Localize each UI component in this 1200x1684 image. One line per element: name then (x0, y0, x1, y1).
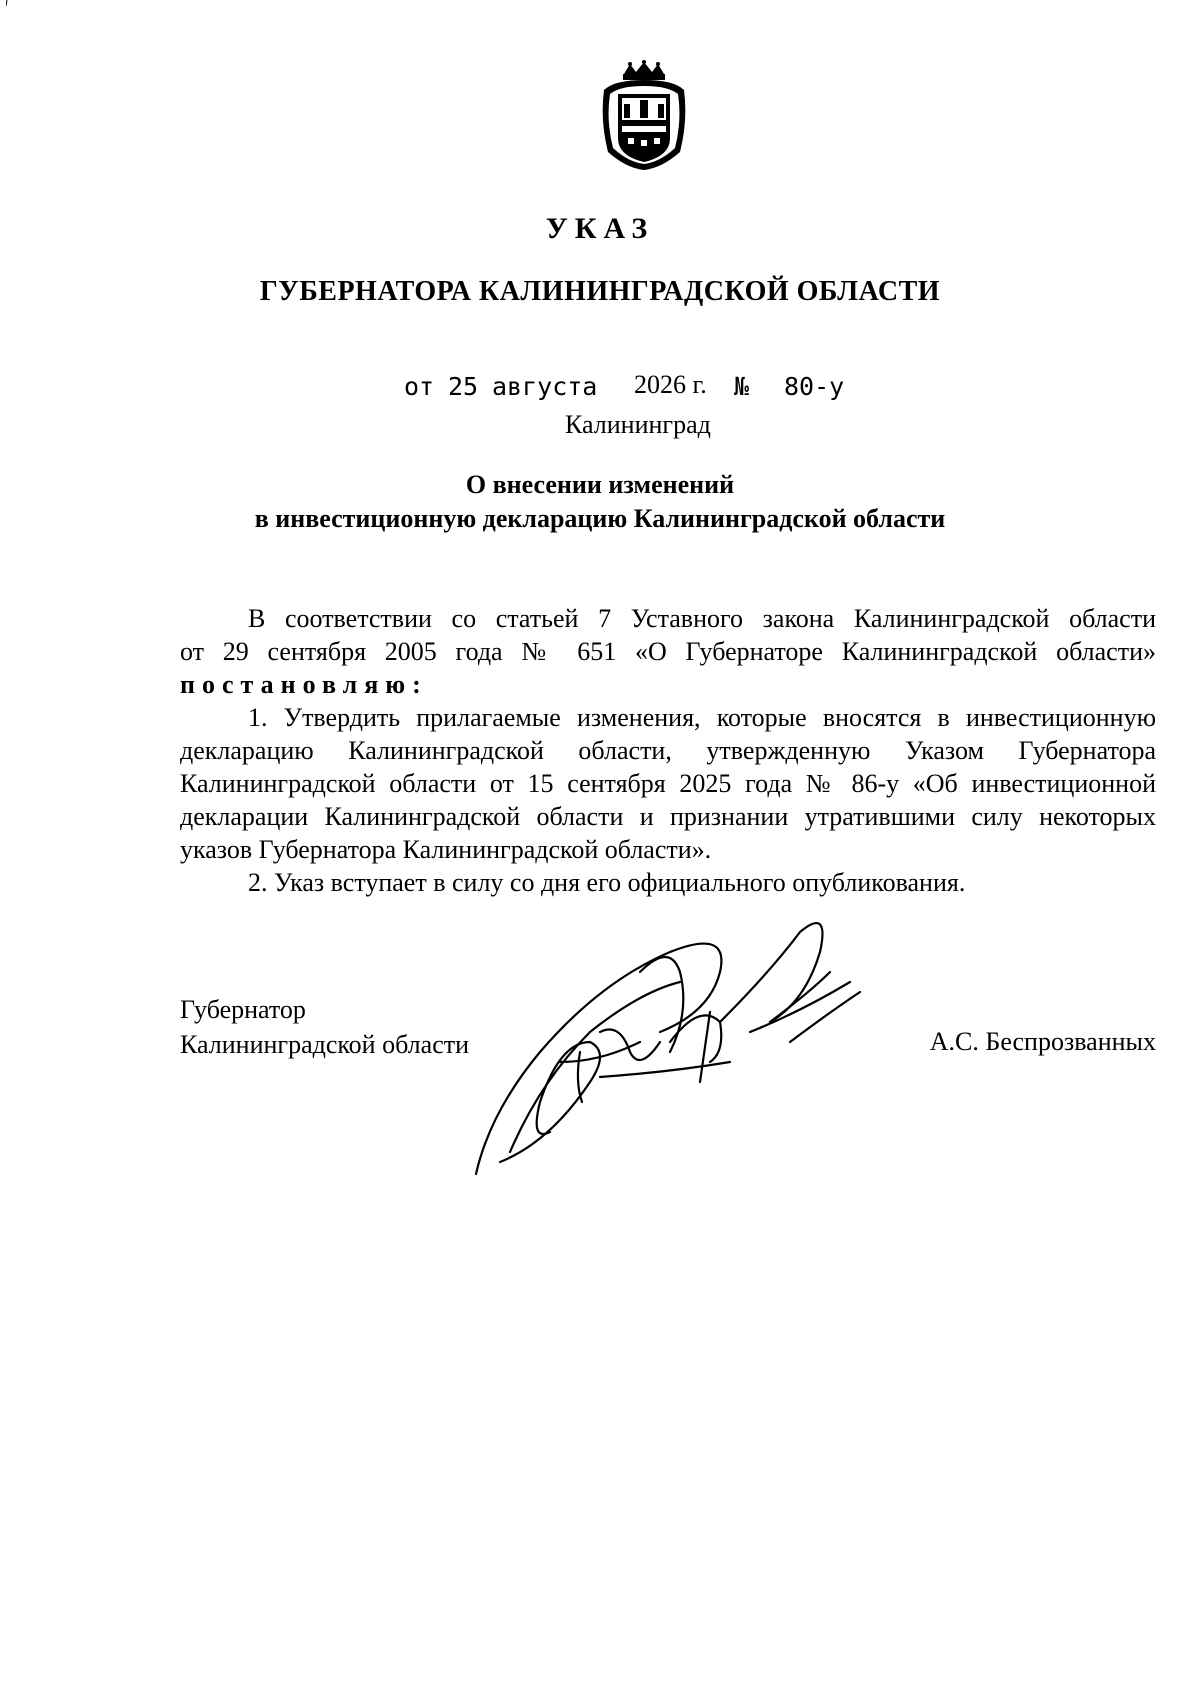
item-1: 1. Утвердить прилагаемые изменения, которые вносятся в инвестиционную декларацию Калининградской области, утвержденную Указом Губернатора Калининградской области от 15 сентября 2025 года № 86-у «Об инвестиционной декларации Калининградской области и признании утратившими силу некоторых указов Губернатора Калининградской области». (180, 703, 1156, 864)
document-subject (0, 468, 1200, 536)
document-body (180, 602, 1156, 899)
number-sign: № (734, 372, 750, 401)
scan-mark (6, 0, 8, 6)
city: Калининград (565, 410, 711, 439)
date-day: 25 (448, 372, 479, 401)
issuer-title: ГУБЕРНАТОРА КАЛИНИНГРАДСКОЙ ОБЛАСТИ (259, 276, 941, 307)
coat-of-arms-icon (596, 60, 692, 172)
subject-line-1: О внесении изменений (465, 470, 735, 499)
preamble-line-1: В соответствии со статьей 7 Уставного закона Калининградской области (248, 604, 1156, 633)
subject-line-2: в инвестиционную декларацию Калининградской области (254, 504, 946, 533)
decree-word: постановляю: (180, 670, 428, 699)
date-month: августа (492, 372, 598, 401)
document-number: 80-у (784, 372, 845, 401)
signatory-position (180, 992, 469, 1062)
position-line-1: Губернатор (180, 995, 306, 1024)
date-prefix: от (404, 372, 435, 401)
date-year: 2026 г. (634, 370, 707, 399)
document-type: УКАЗ (545, 212, 655, 245)
handwritten-signature-icon (470, 912, 940, 1182)
preamble-line-2: от 29 сентября 2005 года № 651 «О Губернаторе Калининградской области» (180, 637, 1156, 666)
item-2: 2. Указ вступает в силу со дня его официального опубликования. (248, 868, 966, 897)
signatory-name: А.С. Беспрозванных (929, 1027, 1156, 1056)
position-line-2: Калининградской области (180, 1030, 470, 1059)
